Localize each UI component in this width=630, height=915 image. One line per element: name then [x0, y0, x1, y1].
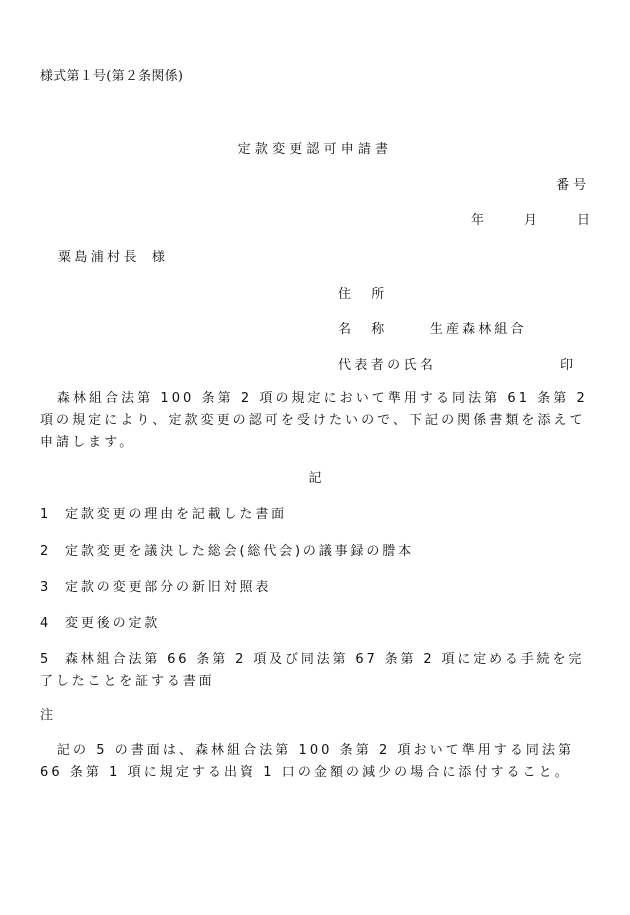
- note-label: 注: [40, 708, 54, 723]
- seal-mark: 印: [560, 358, 574, 373]
- ki-heading: 記: [308, 471, 322, 486]
- addressee: [58, 249, 168, 267]
- item-number: 1: [40, 507, 49, 522]
- item-number: 4: [40, 616, 49, 631]
- item-text: 森林組合法第 66 条第 2 項及び同法第 67 条第 2 項に定める手続を完了したことを証する書面: [40, 652, 585, 689]
- item-number: 2: [40, 544, 49, 559]
- applicant-address-label: 住 所: [338, 287, 388, 302]
- item-text: 変更後の定款: [65, 616, 161, 631]
- representative-label: 代表者の氏名: [338, 358, 437, 373]
- date-day-label: 日: [576, 213, 590, 228]
- attachment-item: [40, 613, 600, 635]
- item-text: 定款変更の理由を記載した書面: [65, 507, 288, 522]
- attachment-item: [40, 504, 600, 526]
- applicant-name-row: [338, 321, 527, 339]
- addressee-name: 粟島浦村長: [58, 250, 140, 265]
- document-title: 定款変更認可申請書: [237, 142, 393, 157]
- attachment-item: [40, 649, 600, 693]
- form-reference: 様式第１号(第２条関係): [40, 69, 184, 84]
- item-number: 5: [40, 652, 49, 667]
- addressee-honorific: 様: [151, 250, 169, 265]
- number-label: 番号: [556, 178, 590, 193]
- application-body-text: 森林組合法第 100 条第 2 項の規定において準用する同法第 61 条第 2 項の規定により、定款変更の認可を受けたいので、下記の関係書類を添えて申請します。: [40, 391, 588, 450]
- item-text: 定款変更を議決した総会(総代会)の議事録の謄本: [65, 544, 414, 559]
- note-text: 記の 5 の書面は、森林組合法第 100 条第 2 項おいて準用する同法第 66 条第 1 項に規定する出資 1 口の金額の減少の場合に添付すること。: [40, 743, 575, 780]
- applicant-org-name: 生産森林組合: [429, 322, 527, 337]
- attachment-item: [40, 541, 600, 563]
- attachment-item: [40, 577, 600, 599]
- date-month-label: 月: [523, 213, 537, 228]
- date-year-label: 年: [470, 213, 484, 228]
- date-line: [471, 212, 590, 230]
- applicant-name-label: 名 称: [338, 322, 388, 337]
- item-text: 定款の変更部分の新旧対照表: [65, 580, 272, 595]
- item-number: 3: [40, 580, 49, 595]
